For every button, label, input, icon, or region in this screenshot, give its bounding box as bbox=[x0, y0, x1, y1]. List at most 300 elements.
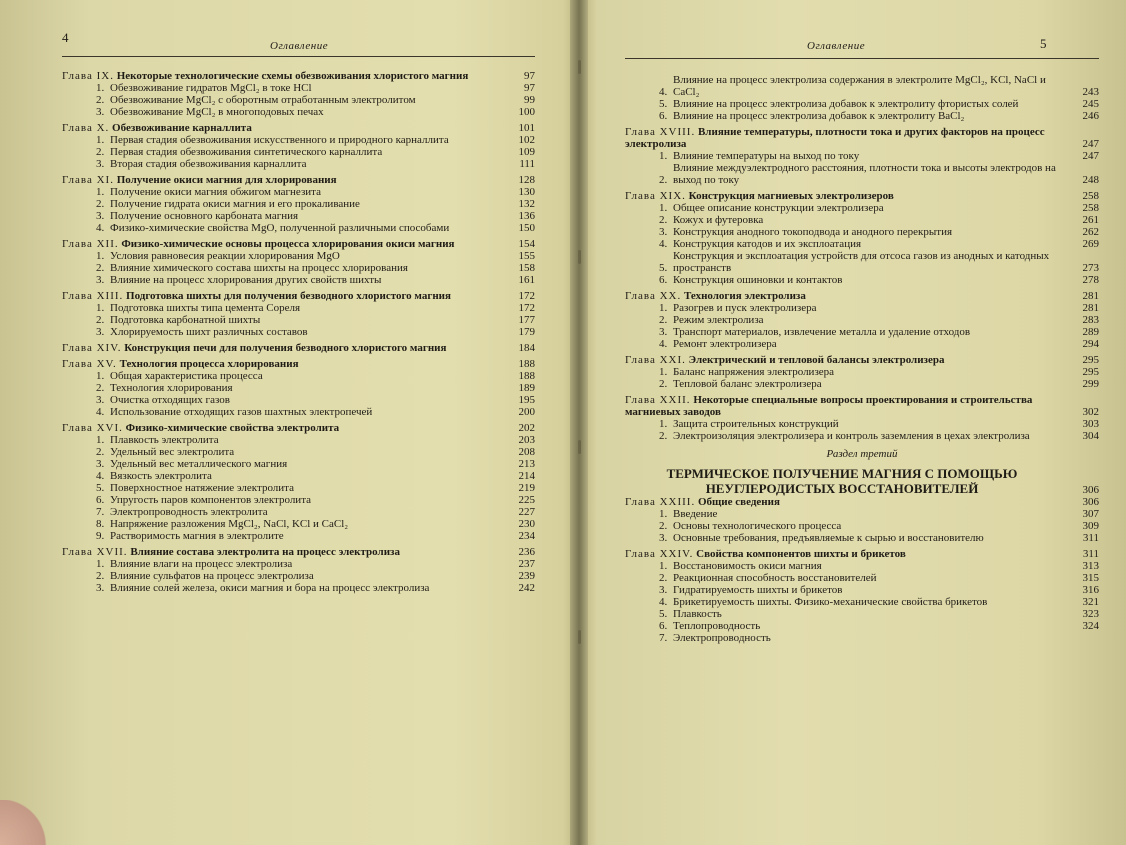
item-page: 289 bbox=[1082, 326, 1099, 338]
item-title: Электропроводность bbox=[673, 632, 771, 644]
chapter-heading bbox=[625, 394, 1059, 418]
chapter-title: Общие сведения bbox=[697, 496, 780, 508]
chapter-page: 281 bbox=[1082, 290, 1099, 302]
page-number: 4 bbox=[62, 30, 69, 45]
item-number: 2. bbox=[659, 314, 668, 326]
toc-item bbox=[625, 98, 1099, 110]
toc-item bbox=[62, 134, 535, 146]
chapter-heading bbox=[625, 548, 1059, 560]
item-title: Напряжение разложения MgCl₂, NaCl, KCl и CaCl₂ bbox=[110, 518, 349, 530]
toc-item bbox=[625, 608, 1099, 620]
chapter-heading bbox=[62, 174, 495, 186]
chapter-line bbox=[62, 422, 535, 434]
toc-item bbox=[625, 520, 1099, 532]
running-head: Оглавление bbox=[807, 40, 866, 52]
table-of-contents-right bbox=[625, 74, 1099, 648]
chapter-heading bbox=[62, 122, 495, 134]
item-title: Удельный вес электролита bbox=[110, 446, 235, 458]
item-page: 262 bbox=[1082, 226, 1099, 238]
item-page: 321 bbox=[1082, 596, 1099, 608]
item-page: 323 bbox=[1082, 608, 1099, 620]
item-number: 5. bbox=[659, 608, 668, 620]
item-page: 99 bbox=[524, 94, 535, 106]
item-page: 261 bbox=[1082, 214, 1099, 226]
chapter-page: 128 bbox=[518, 174, 535, 186]
item-title: Подготовка карбонатной шихты bbox=[110, 314, 261, 326]
item-page: 136 bbox=[518, 210, 535, 222]
chapter-title: Технология процесса хлорирования bbox=[119, 358, 299, 370]
item-title: Общая характеристика процесса bbox=[110, 370, 263, 382]
item-title: Общее описание конструкции электролизера bbox=[673, 202, 884, 214]
item-page: 230 bbox=[518, 518, 535, 530]
item-number: 2. bbox=[96, 198, 105, 210]
item-title: Упругость паров компонентов электролита bbox=[110, 494, 312, 506]
item-number: 2. bbox=[659, 174, 668, 186]
item-number: 2. bbox=[96, 262, 105, 274]
chapter-line bbox=[62, 358, 535, 370]
item-title: Влияние на процесс электролиза добавок к электролиту фтористых солей bbox=[673, 98, 1019, 110]
item-number: 1. bbox=[96, 186, 105, 198]
chapter-heading bbox=[62, 290, 495, 302]
item-title: Хлорируемость шихт различных составов bbox=[110, 326, 308, 338]
toc-item bbox=[62, 530, 535, 542]
chapter-label: Глава X. bbox=[62, 122, 110, 134]
item-number: 1. bbox=[96, 434, 105, 446]
item-page: 161 bbox=[518, 274, 535, 286]
item-page: 102 bbox=[518, 134, 535, 146]
item-number: 4. bbox=[659, 596, 668, 608]
toc-item bbox=[625, 162, 1099, 186]
chapter-line bbox=[625, 394, 1099, 418]
item-title: Физико-химические свойства MgO, полученной различными способами bbox=[110, 222, 450, 234]
toc-item bbox=[62, 470, 535, 482]
item-title: Теплопроводность bbox=[673, 620, 761, 632]
chapter-entry bbox=[62, 422, 535, 542]
item-number: 1. bbox=[96, 302, 105, 314]
chapter-entry bbox=[62, 358, 535, 418]
item-number: 6. bbox=[659, 110, 668, 122]
item-number: 6. bbox=[659, 620, 668, 632]
item-page: 195 bbox=[518, 394, 535, 406]
item-page: 158 bbox=[518, 262, 535, 274]
item-number: 2. bbox=[96, 446, 105, 458]
item-number: 6. bbox=[96, 494, 105, 506]
item-title: Влияние солей железа, окиси магния и бора на процесс электролиза bbox=[110, 582, 430, 594]
chapter-label: Глава XI. bbox=[62, 174, 114, 186]
item-page: 269 bbox=[1082, 238, 1099, 250]
item-title: Подготовка шихты типа цемента Сореля bbox=[110, 302, 301, 314]
item-title: Влияние на процесс электролиза добавок к электролиту BaCl₂ bbox=[673, 110, 965, 122]
toc-item bbox=[62, 210, 535, 222]
chapter-entry bbox=[625, 190, 1099, 286]
item-title: Плавкость bbox=[673, 608, 722, 620]
item-number: 2. bbox=[659, 430, 668, 442]
chapter-label: Глава XIII. bbox=[62, 290, 124, 302]
toc-item bbox=[625, 274, 1099, 286]
item-title: Восстановимость окиси магния bbox=[673, 560, 822, 572]
item-page: 316 bbox=[1082, 584, 1099, 596]
toc-item bbox=[62, 558, 535, 570]
item-number: 1. bbox=[659, 508, 668, 520]
item-title: Основы технологического процесса bbox=[673, 520, 842, 532]
item-number: 4. bbox=[96, 470, 105, 482]
item-page: 109 bbox=[518, 146, 535, 158]
item-title: Конструкция катодов и их эксплоатация bbox=[673, 238, 862, 250]
chapter-page: 236 bbox=[518, 546, 535, 558]
item-title: Очистка отходящих газов bbox=[110, 394, 230, 406]
item-number: 3. bbox=[659, 326, 668, 338]
toc-item bbox=[625, 302, 1099, 314]
item-page: 246 bbox=[1082, 110, 1099, 122]
toc-item bbox=[62, 106, 535, 118]
item-title: Вторая стадия обезвоживания карналлита bbox=[110, 158, 307, 170]
chapter-label: Глава XIX. bbox=[625, 190, 686, 202]
item-page: 111 bbox=[519, 158, 535, 170]
item-page: 155 bbox=[518, 250, 535, 262]
item-number: 3. bbox=[96, 274, 105, 286]
chapter-heading bbox=[625, 290, 1059, 302]
toc-item bbox=[62, 482, 535, 494]
toc-item bbox=[625, 620, 1099, 632]
toc-item bbox=[62, 506, 535, 518]
item-title: Электропроводность электролита bbox=[110, 506, 268, 518]
item-page: 283 bbox=[1082, 314, 1099, 326]
item-title: Реакционная способность восстановителей bbox=[673, 572, 877, 584]
chapter-entry bbox=[625, 354, 1099, 390]
chapter-page: 258 bbox=[1082, 190, 1099, 202]
item-title: Введение bbox=[673, 508, 718, 520]
item-number: 8. bbox=[96, 518, 105, 530]
chapter-label: Глава XV. bbox=[62, 358, 117, 370]
item-number: 4. bbox=[659, 338, 668, 350]
item-title: Основные требования, предъявляемые к сырью и восстановителю bbox=[673, 532, 984, 544]
toc-item bbox=[62, 382, 535, 394]
right-page bbox=[585, 0, 1126, 845]
item-title: Влияние сульфатов на процесс электролиза bbox=[110, 570, 314, 582]
chapter-entry bbox=[62, 342, 535, 354]
chapter-heading bbox=[625, 190, 1059, 202]
item-number: 1. bbox=[659, 302, 668, 314]
chapter-heading bbox=[62, 358, 495, 370]
chapter-label: Глава IX. bbox=[62, 70, 114, 82]
item-title: Технология хлорирования bbox=[110, 382, 233, 394]
toc-item bbox=[62, 82, 535, 94]
item-page: 179 bbox=[518, 326, 535, 338]
chapter-line bbox=[625, 354, 1099, 366]
item-title: Конструкция анодного токоподвода и анодного перекрытия bbox=[673, 226, 953, 238]
toc-item bbox=[62, 370, 535, 382]
item-title: Конструкция и эксплоатация устройств для отсоса газов из анодных и катодных пространств bbox=[673, 250, 1050, 274]
item-title: Удельный вес металлического магния bbox=[110, 458, 288, 470]
toc-item bbox=[625, 314, 1099, 326]
item-title: Влияние на процесс электролиза содержания в электролите MgCl₂, KCl, NaCl и CaCl₂ bbox=[673, 74, 1046, 98]
item-title: Защита строительных конструкций bbox=[673, 418, 839, 430]
chapter-heading bbox=[62, 342, 495, 354]
item-title: Конструкция ошиновки и контактов bbox=[673, 274, 843, 286]
chapter-heading bbox=[62, 70, 495, 82]
chapter-entry bbox=[62, 546, 535, 594]
chapter-label: Глава XVI. bbox=[62, 422, 123, 434]
chapter-title: Физико-химические основы процесса хлорирования окиси магния bbox=[121, 238, 455, 250]
toc-item bbox=[62, 326, 535, 338]
item-page: 214 bbox=[518, 470, 535, 482]
chapter-line bbox=[625, 496, 1099, 508]
toc-item bbox=[625, 202, 1099, 214]
item-page: 307 bbox=[1082, 508, 1099, 520]
toc-item bbox=[625, 560, 1099, 572]
chapter-page: 172 bbox=[518, 290, 535, 302]
chapter-line bbox=[62, 238, 535, 250]
chapter-title: Получение окиси магния для хлорирования bbox=[116, 174, 337, 186]
item-number: 3. bbox=[659, 532, 668, 544]
item-page: 200 bbox=[518, 406, 535, 418]
item-number: 3. bbox=[96, 326, 105, 338]
item-page: 311 bbox=[1082, 532, 1099, 544]
item-title: Получение основного карбоната магния bbox=[110, 210, 299, 222]
item-page: 299 bbox=[1082, 378, 1099, 390]
toc-item bbox=[625, 508, 1099, 520]
chapter-entry bbox=[62, 122, 535, 170]
item-title: Условия равновесия реакции хлорирования MgO bbox=[110, 250, 340, 262]
chapter-heading bbox=[62, 238, 495, 250]
toc-item bbox=[62, 458, 535, 470]
item-number: 3. bbox=[96, 158, 105, 170]
toc-item bbox=[625, 326, 1099, 338]
item-number: 1. bbox=[659, 202, 668, 214]
chapter-title: Некоторые специальные вопросы проектирования и строительства магниевых заводов bbox=[625, 394, 1033, 418]
toc-item bbox=[625, 378, 1099, 390]
toc-item bbox=[625, 338, 1099, 350]
item-number: 1. bbox=[659, 366, 668, 378]
item-title: Брикетируемость шихты. Физико-механические свойства брикетов bbox=[673, 596, 988, 608]
item-page: 227 bbox=[518, 506, 535, 518]
chapter-title: Некоторые технологические схемы обезвоживания хлористого магния bbox=[116, 70, 469, 82]
toc-item bbox=[62, 394, 535, 406]
item-title: Обезвоживание MgCl₂ в многоподовых печах bbox=[110, 106, 324, 118]
item-title: Влияние влаги на процесс электролиза bbox=[110, 558, 293, 570]
toc-item bbox=[62, 146, 535, 158]
item-number: 3. bbox=[659, 226, 668, 238]
item-title: Кожух и футеровка bbox=[673, 214, 764, 226]
item-page: 97 bbox=[524, 82, 535, 94]
binding-thread bbox=[578, 60, 581, 74]
item-number: 7. bbox=[96, 506, 105, 518]
chapter-line bbox=[625, 190, 1099, 202]
chapter-line bbox=[62, 546, 535, 558]
toc-item bbox=[625, 110, 1099, 122]
chapter-label: Глава XXII. bbox=[625, 394, 691, 406]
chapter-title: Физико-химические свойства электролита bbox=[125, 422, 340, 434]
chapter-line bbox=[62, 342, 535, 354]
toc-item bbox=[62, 406, 535, 418]
item-number: 1. bbox=[96, 134, 105, 146]
item-number: 3. bbox=[96, 106, 105, 118]
toc-item bbox=[62, 314, 535, 326]
item-title: Первая стадия обезвоживания искусственного и природного карналлита bbox=[110, 134, 449, 146]
item-page: 248 bbox=[1082, 174, 1099, 186]
item-page: 273 bbox=[1082, 262, 1099, 274]
toc-item bbox=[625, 596, 1099, 608]
item-title: Влияние химического состава шихты на процесс хлорирования bbox=[110, 262, 408, 274]
item-title: Баланс напряжения электролизера bbox=[673, 366, 835, 378]
item-page: 189 bbox=[518, 382, 535, 394]
toc-item bbox=[625, 430, 1099, 442]
item-page: 247 bbox=[1082, 150, 1099, 162]
item-number: 2. bbox=[659, 214, 668, 226]
item-number: 1. bbox=[659, 418, 668, 430]
header-rule bbox=[625, 58, 1099, 59]
toc-item bbox=[625, 74, 1099, 98]
item-page: 245 bbox=[1082, 98, 1099, 110]
item-page: 243 bbox=[1082, 86, 1099, 98]
chapter-entry bbox=[62, 70, 535, 118]
toc-item bbox=[625, 226, 1099, 238]
running-head: Оглавление bbox=[270, 40, 329, 52]
item-number: 3. bbox=[659, 584, 668, 596]
chapter-heading bbox=[62, 546, 495, 558]
finger bbox=[0, 800, 60, 845]
chapter-line bbox=[62, 70, 535, 82]
chapter-label: Глава XVII. bbox=[62, 546, 128, 558]
item-number: 1. bbox=[659, 150, 668, 162]
chapter-title: Конструкция печи для получения безводного хлористого магния bbox=[124, 342, 447, 354]
item-page: 309 bbox=[1082, 520, 1099, 532]
toc-item bbox=[62, 434, 535, 446]
toc-item bbox=[62, 274, 535, 286]
chapter-label: Глава XII. bbox=[62, 238, 119, 250]
chapter-label: Глава XVIII. bbox=[625, 126, 696, 138]
toc-item bbox=[62, 582, 535, 594]
item-number: 1. bbox=[96, 82, 105, 94]
item-page: 130 bbox=[518, 186, 535, 198]
item-page: 239 bbox=[518, 570, 535, 582]
chapter-label: Глава XXIII. bbox=[625, 496, 696, 508]
item-page: 234 bbox=[518, 530, 535, 542]
page-number: 5 bbox=[1040, 36, 1047, 51]
item-title: Влияние температуры на выход по току bbox=[673, 150, 860, 162]
item-page: 188 bbox=[518, 370, 535, 382]
chapter-page: 311 bbox=[1082, 548, 1099, 560]
item-page: 281 bbox=[1082, 302, 1099, 314]
item-page: 303 bbox=[1082, 418, 1099, 430]
item-number: 2. bbox=[96, 314, 105, 326]
item-page: 225 bbox=[518, 494, 535, 506]
item-page: 313 bbox=[1082, 560, 1099, 572]
section-title: ТЕРМИЧЕСКОЕ ПОЛУЧЕНИЕ МАГНИЯ С ПОМОЩЬЮ НЕУГЛЕРОДИСТЫХ ВОССТАНОВИТЕЛЕЙ bbox=[666, 466, 1018, 496]
chapter-line bbox=[625, 548, 1099, 560]
item-title: Вязкость электролита bbox=[110, 470, 212, 482]
section-title-line bbox=[625, 460, 1099, 496]
item-number: 6. bbox=[659, 274, 668, 286]
chapter-page: 154 bbox=[518, 238, 535, 250]
chapter-page: 302 bbox=[1082, 406, 1099, 418]
item-title: Транспорт материалов, извлечение металла и удаление отходов bbox=[673, 326, 971, 338]
chapter-page: 101 bbox=[518, 122, 535, 134]
toc-item bbox=[62, 250, 535, 262]
chapter-label: Глава XX. bbox=[625, 290, 682, 302]
item-number: 2. bbox=[96, 570, 105, 582]
chapter-page: 306 bbox=[1082, 496, 1099, 508]
item-title: Плавкость электролита bbox=[110, 434, 219, 446]
toc-item bbox=[62, 262, 535, 274]
item-title: Электроизоляция электролизера и контроль заземления в цехах электролиза bbox=[673, 430, 1030, 442]
toc-item bbox=[62, 94, 535, 106]
binding-thread bbox=[578, 250, 581, 264]
toc-item bbox=[625, 532, 1099, 544]
toc-item bbox=[625, 366, 1099, 378]
chapter-label: Глава XIV. bbox=[62, 342, 122, 354]
header-rule bbox=[62, 56, 535, 57]
section-subtitle: Раздел третий bbox=[826, 448, 898, 460]
item-number: 3. bbox=[96, 210, 105, 222]
item-number: 2. bbox=[659, 572, 668, 584]
chapter-heading bbox=[62, 422, 495, 434]
item-number: 2. bbox=[96, 382, 105, 394]
item-title: Поверхностное натяжение электролита bbox=[110, 482, 294, 494]
item-number: 5. bbox=[96, 482, 105, 494]
item-number: 7. bbox=[659, 632, 668, 644]
chapter-entry bbox=[62, 238, 535, 286]
item-title: Тепловой баланс электролизера bbox=[673, 378, 822, 390]
toc-item bbox=[625, 238, 1099, 250]
item-number: 1. bbox=[96, 250, 105, 262]
chapter-page: 97 bbox=[524, 70, 535, 82]
chapter-entry bbox=[625, 496, 1099, 544]
item-number: 2. bbox=[659, 378, 668, 390]
chapter-page: 184 bbox=[518, 342, 535, 354]
section-page: 306 bbox=[1082, 484, 1099, 496]
item-page: 237 bbox=[518, 558, 535, 570]
item-number: 2. bbox=[659, 520, 668, 532]
item-page: 100 bbox=[518, 106, 535, 118]
chapter-line bbox=[62, 122, 535, 134]
item-number: 2. bbox=[96, 146, 105, 158]
binding-thread bbox=[578, 440, 581, 454]
item-page: 295 bbox=[1082, 366, 1099, 378]
item-title: Разогрев и пуск электролизера bbox=[673, 302, 817, 314]
toc-item bbox=[625, 584, 1099, 596]
item-page: 203 bbox=[518, 434, 535, 446]
binding-thread bbox=[578, 630, 581, 644]
item-page: 324 bbox=[1082, 620, 1099, 632]
item-page: 213 bbox=[518, 458, 535, 470]
toc-item bbox=[62, 302, 535, 314]
chapter-line bbox=[62, 290, 535, 302]
item-number: 1. bbox=[659, 560, 668, 572]
chapter-title: Влияние температуры, плотности тока и других факторов на процесс электролиза bbox=[625, 126, 1045, 150]
item-page: 294 bbox=[1082, 338, 1099, 350]
item-page: 150 bbox=[518, 222, 535, 234]
chapter-title: Технология электролиза bbox=[683, 290, 806, 302]
toc-item bbox=[62, 158, 535, 170]
item-number: 4. bbox=[659, 86, 668, 98]
item-number: 2. bbox=[96, 94, 105, 106]
chapter-heading bbox=[625, 126, 1059, 150]
toc-item bbox=[62, 222, 535, 234]
chapter-title: Конструкция магниевых электролизеров bbox=[688, 190, 894, 202]
chapter-page: 295 bbox=[1082, 354, 1099, 366]
item-page: 258 bbox=[1082, 202, 1099, 214]
item-number: 4. bbox=[96, 222, 105, 234]
toc-item bbox=[62, 198, 535, 210]
item-page: 172 bbox=[518, 302, 535, 314]
toc-item bbox=[62, 570, 535, 582]
item-number: 3. bbox=[96, 458, 105, 470]
chapter-page: 202 bbox=[518, 422, 535, 434]
item-title: Получение гидрата окиси магния и его прокаливание bbox=[110, 198, 360, 210]
item-title: Гидратируемость шихты и брикетов bbox=[673, 584, 843, 596]
chapter-heading bbox=[625, 354, 1059, 366]
